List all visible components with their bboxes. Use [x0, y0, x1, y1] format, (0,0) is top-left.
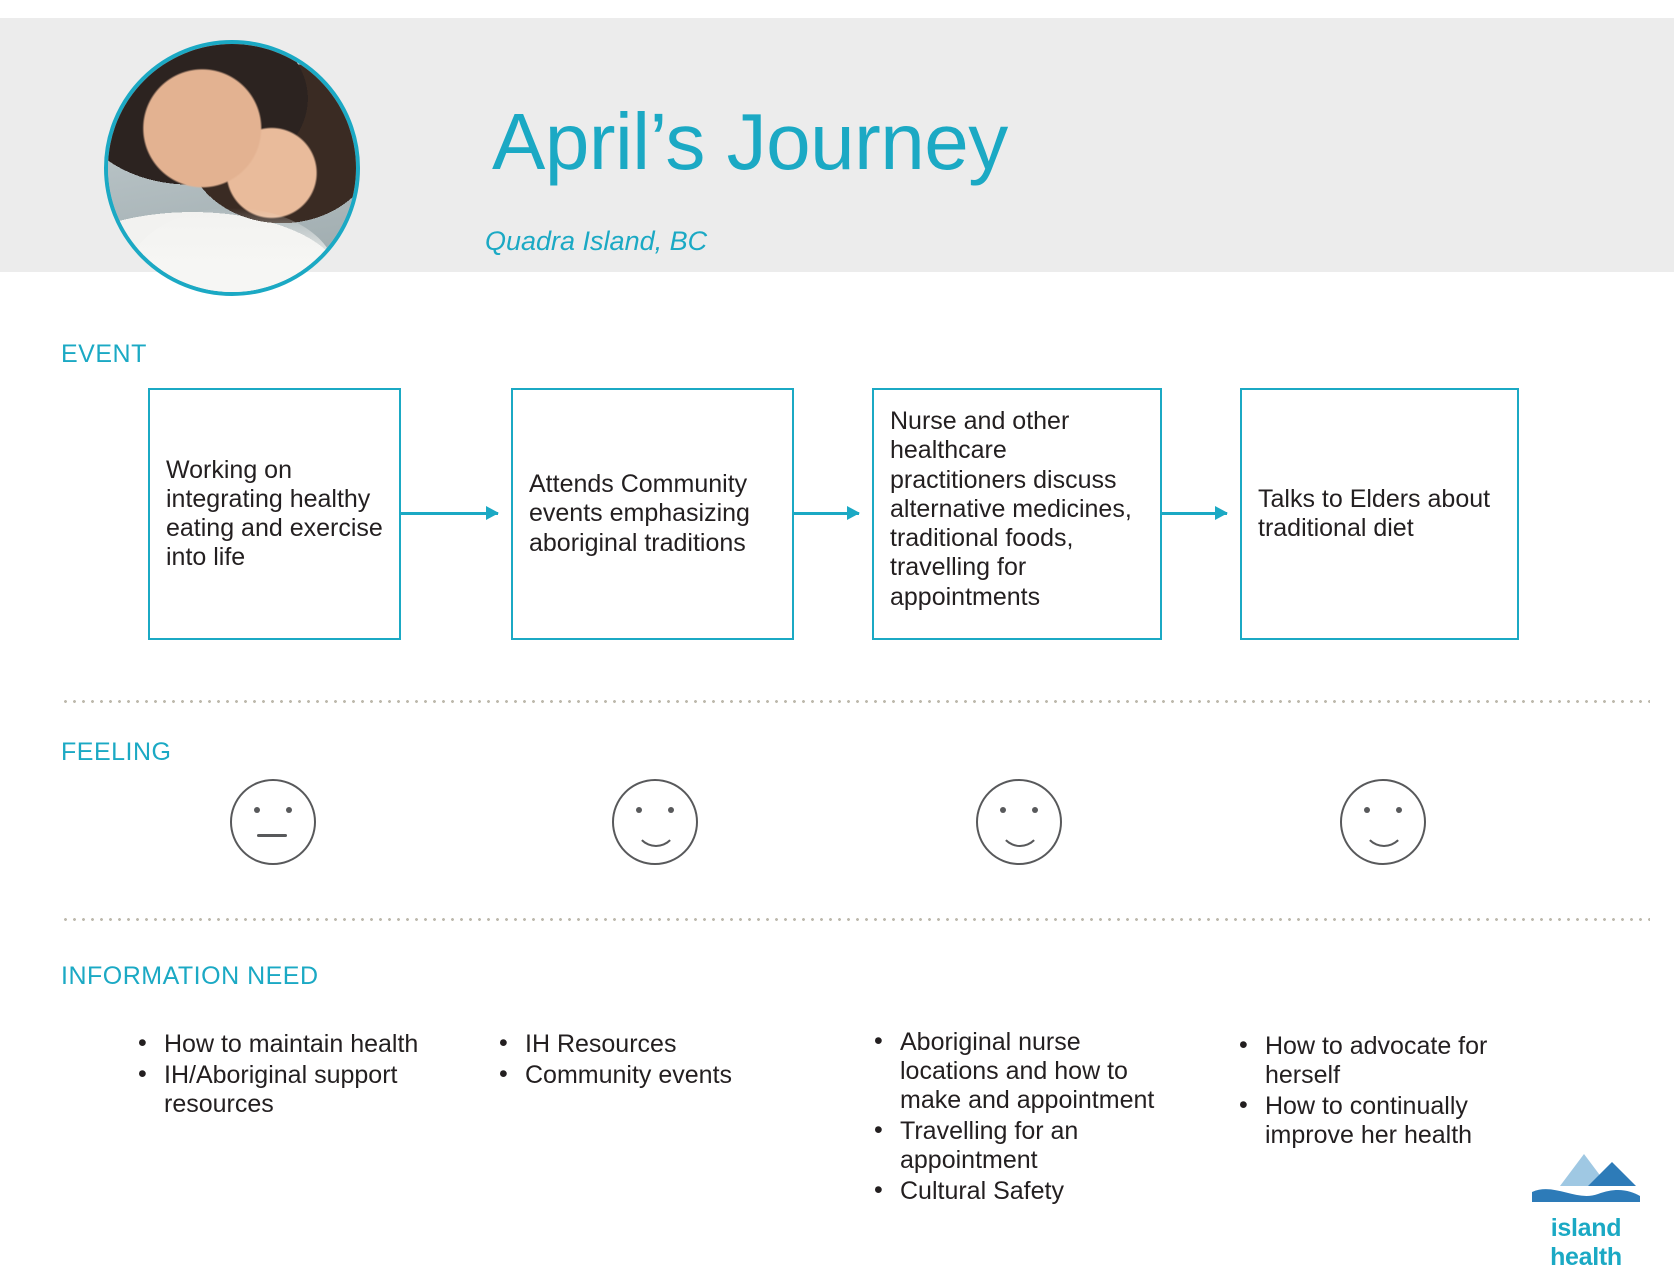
section-label-feeling: FEELING [61, 738, 172, 766]
arrow-icon [794, 512, 859, 515]
neutral-face-icon [230, 779, 316, 865]
section-label-information-need: INFORMATION NEED [61, 962, 319, 990]
eye-left [1364, 807, 1370, 813]
information-need-column [868, 1028, 1168, 1208]
event-box-text: Working on integrating healthy eating and exercise into life [166, 455, 383, 572]
arrow-icon [401, 512, 498, 515]
happy-face-icon [976, 779, 1062, 865]
list-item: • Aboriginal nurse locations and how to make and appointment [868, 1028, 1168, 1115]
arrow-icon [1162, 512, 1227, 515]
happy-face-icon [1340, 779, 1426, 865]
list-item: • Travelling for an appointment [868, 1117, 1168, 1175]
page-subtitle: Quadra Island, BC [485, 226, 708, 256]
island-health-logo [1518, 1152, 1654, 1271]
event-box [872, 388, 1162, 640]
event-box [148, 388, 401, 640]
header-banner [0, 18, 1674, 272]
happy-face-icon [612, 779, 698, 865]
avatar [104, 40, 360, 296]
eye-left [254, 807, 260, 813]
section-label-event: EVENT [61, 340, 147, 368]
event-box-text: Attends Community events emphasizing aboriginal traditions [529, 470, 750, 557]
section-divider [61, 918, 1650, 921]
list-item: • IH/Aboriginal support resources [132, 1061, 462, 1119]
event-box [511, 388, 794, 640]
eye-left [636, 807, 642, 813]
eye-right [1396, 807, 1402, 813]
list-item: • How to advocate for herself [1233, 1032, 1523, 1090]
eye-right [1032, 807, 1038, 813]
eye-left [1000, 807, 1006, 813]
mouth-smile [999, 819, 1041, 847]
logo-text: island health [1550, 1214, 1622, 1271]
event-box-text: Talks to Elders about traditional diet [1258, 484, 1491, 542]
event-box-text: Nurse and other healthcare practitioners discuss alternative medicines, traditional foods, travelling for appointments [890, 407, 1132, 611]
mouth-neutral [257, 834, 287, 837]
mouth-smile [1363, 819, 1405, 847]
avatar-photo [108, 44, 356, 292]
information-need-column [1233, 1032, 1523, 1152]
information-need-column [493, 1030, 783, 1092]
eye-right [286, 807, 292, 813]
list-item: • Community events [493, 1061, 783, 1090]
list-item: • IH Resources [493, 1030, 783, 1059]
section-divider [61, 700, 1650, 703]
page-title: April’s Journey [492, 97, 1008, 186]
mouth-smile [635, 819, 677, 847]
information-need-column [132, 1030, 462, 1121]
mountain-icon [1528, 1152, 1644, 1204]
list-item: • Cultural Safety [868, 1177, 1168, 1206]
event-box [1240, 388, 1519, 640]
eye-right [668, 807, 674, 813]
list-item: • How to continually improve her health [1233, 1092, 1523, 1150]
list-item: • How to maintain health [132, 1030, 462, 1059]
